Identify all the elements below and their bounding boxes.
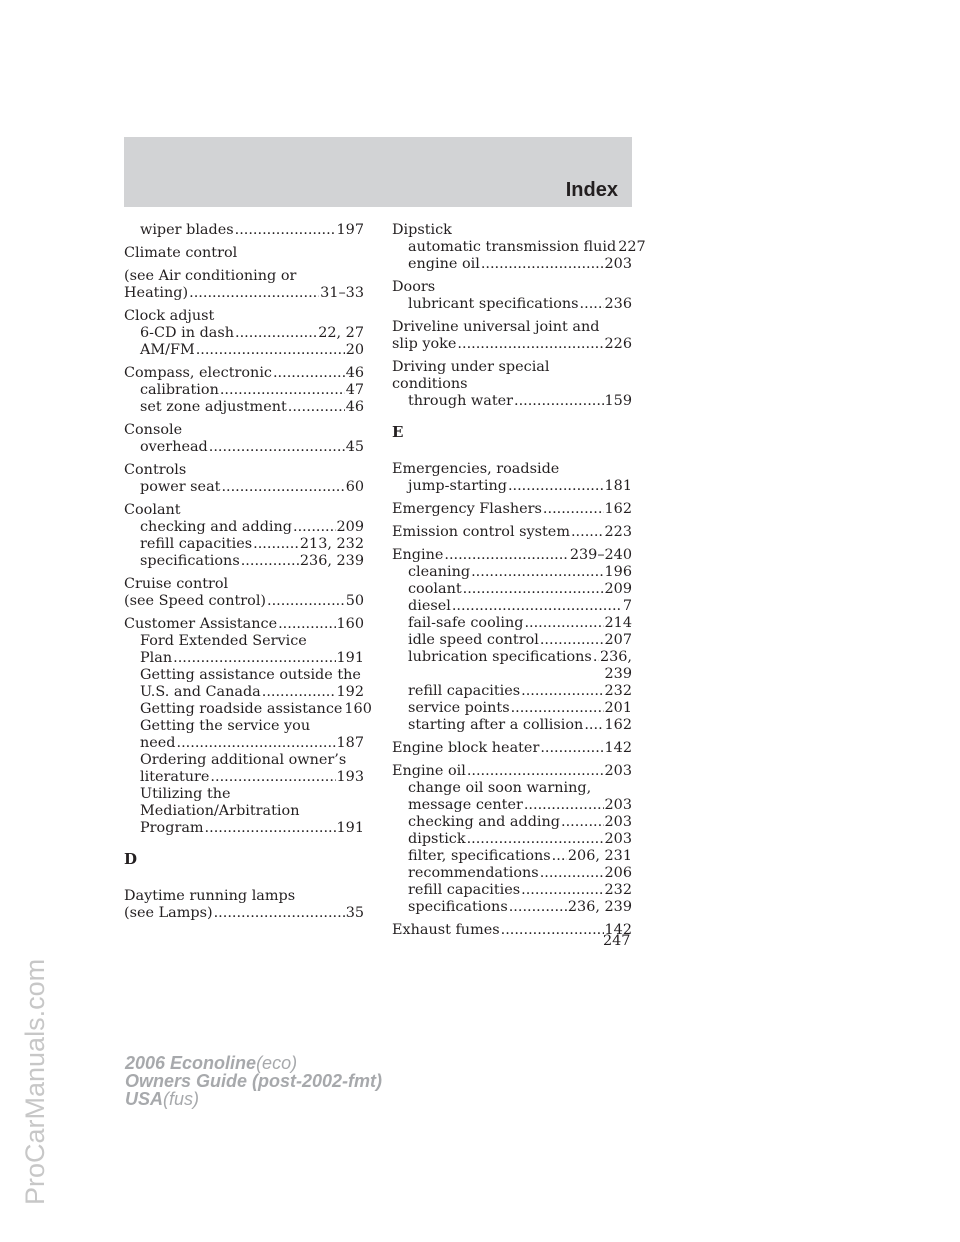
footer-guide: Owners Guide (post-2002-fmt) <box>125 1071 383 1091</box>
page-reference: 239 <box>604 666 632 682</box>
index-subentry <box>124 399 364 416</box>
index-term-text: Climate control <box>124 245 238 261</box>
footer-line-3 <box>125 1090 382 1108</box>
index-term <box>392 666 632 683</box>
dot-leader <box>205 820 336 837</box>
index-entry <box>392 461 632 495</box>
dot-leader <box>467 763 604 780</box>
page-reference: 203 <box>604 256 632 272</box>
index-subentry <box>392 848 632 865</box>
index-term-text: cleaning <box>408 564 471 580</box>
index-term <box>392 359 632 376</box>
index-term-text: through water <box>408 393 513 409</box>
index-term <box>124 576 364 593</box>
index-subentry <box>392 683 632 700</box>
index-term-text: message center <box>408 797 523 813</box>
footer-line-2 <box>125 1072 382 1090</box>
dot-leader <box>524 797 604 814</box>
index-term-text: lubricant specifications <box>408 296 579 312</box>
index-term-text: literature <box>140 769 210 785</box>
index-subentry <box>124 382 364 399</box>
dot-leader <box>508 478 604 495</box>
index-term-text: checking and adding <box>140 519 293 535</box>
dot-leader <box>221 479 344 496</box>
index-term-text: change oil soon warning, <box>408 780 592 796</box>
index-subentry <box>392 393 632 410</box>
index-term <box>392 922 632 939</box>
page-reference: 209 <box>604 581 632 597</box>
index-term-text: slip yoke <box>392 336 457 352</box>
index-term-text: starting after a collision <box>408 717 584 733</box>
index-subentry <box>124 820 364 837</box>
dot-leader <box>467 831 604 848</box>
dot-leader <box>509 899 567 916</box>
dot-leader <box>521 882 603 899</box>
index-term <box>392 376 632 393</box>
index-term-text: power seat <box>140 479 221 495</box>
index-entry <box>124 365 364 416</box>
page-reference: 197 <box>336 222 364 238</box>
index-term-text: lubrication specifications <box>408 649 592 665</box>
dot-leader <box>514 393 604 410</box>
index-term-text: set zone adjustment <box>140 399 287 415</box>
index-subentry <box>392 256 632 273</box>
index-term-text: Ordering additional owner’s <box>140 752 347 768</box>
dot-leader <box>253 536 299 553</box>
index-subentry <box>392 814 632 831</box>
footer-model-code: (eco) <box>256 1053 298 1073</box>
page-reference: 226 <box>604 336 632 352</box>
index-subentry <box>124 752 364 769</box>
page-reference: 35 <box>345 905 364 921</box>
index-term-text: refill capacities <box>140 536 253 552</box>
dot-leader <box>540 865 604 882</box>
page-reference: 236, 239 <box>299 553 364 569</box>
index-term-text: AM/FM <box>140 342 195 358</box>
index-term <box>392 501 632 518</box>
index-term-text: specifications <box>140 553 240 569</box>
index-term <box>124 365 364 382</box>
page-reference: 31–33 <box>320 285 364 301</box>
page-reference: 45 <box>345 439 364 455</box>
index-term-text: Emergencies, roadside <box>392 461 560 477</box>
index-term-text: overhead <box>140 439 208 455</box>
index-term-text: dipstick <box>408 831 466 847</box>
index-subentry <box>124 519 364 536</box>
index-letter-heading: E <box>392 423 404 441</box>
index-subentry <box>124 769 364 786</box>
index-term-text: recommendations <box>408 865 539 881</box>
dot-leader <box>524 615 603 632</box>
index-subentry <box>124 667 364 684</box>
index-entry <box>124 502 364 570</box>
index-subentry <box>392 564 632 581</box>
index-subentry <box>124 479 364 496</box>
index-column-left <box>124 222 372 928</box>
index-term-text: Exhaust fumes <box>392 922 500 938</box>
index-term-text: 6-CD in dash <box>140 325 235 341</box>
dot-leader <box>293 519 336 536</box>
index-entry <box>124 616 372 837</box>
index-term-text: Driveline universal joint and <box>392 319 600 335</box>
index-entry <box>124 422 364 456</box>
dot-leader <box>543 501 604 518</box>
dot-leader <box>463 581 604 598</box>
page-reference: 192 <box>336 684 364 700</box>
watermark <box>14 300 54 1220</box>
index-term <box>124 462 364 479</box>
index-term-text: idle speed control <box>408 632 539 648</box>
index-subentry <box>392 797 632 814</box>
index-term-text: Getting the service you <box>140 718 311 734</box>
page-reference: 227 <box>618 239 646 255</box>
index-term-text: fail-safe cooling <box>408 615 524 631</box>
index-entry <box>124 222 364 239</box>
index-term-text: Emission control system <box>392 524 570 540</box>
dot-leader <box>214 905 345 922</box>
page-reference: 203 <box>604 797 632 813</box>
index-term-text: calibration <box>140 382 219 398</box>
index-subentry <box>392 581 632 598</box>
index-entry <box>392 922 632 939</box>
dot-leader <box>457 336 603 353</box>
index-term <box>392 763 632 780</box>
index-term-text: Engine oil <box>392 763 466 779</box>
page-reference: 203 <box>604 831 632 847</box>
page-reference: 46 <box>345 365 364 381</box>
index-term <box>392 740 632 757</box>
index-term <box>124 593 364 610</box>
dot-leader <box>196 342 345 359</box>
dot-leader <box>262 684 336 701</box>
index-subentry <box>392 296 632 313</box>
page-reference: 239–240 <box>569 547 632 563</box>
footer-model: 2006 Econoline <box>125 1053 257 1073</box>
dot-leader <box>501 922 604 939</box>
page-reference: 203 <box>604 763 632 779</box>
page-reference: 191 <box>336 650 364 666</box>
page-reference: 236, <box>599 649 632 665</box>
index-subentry <box>124 536 364 553</box>
index-term <box>124 245 364 262</box>
index-entry <box>124 268 364 302</box>
index-term-text: Cruise control <box>124 576 229 592</box>
index-subentry <box>124 735 364 752</box>
index-subentry <box>124 684 364 701</box>
page-reference: 196 <box>604 564 632 580</box>
page-reference: 22, 27 <box>318 325 364 341</box>
index-term <box>124 888 364 905</box>
index-term <box>392 222 632 239</box>
index-entry <box>392 547 632 734</box>
index-term <box>392 319 632 336</box>
page-reference: 162 <box>604 717 632 733</box>
index-subentry <box>392 478 632 495</box>
dot-leader <box>511 700 604 717</box>
page-reference: 236 <box>604 296 632 312</box>
index-term-text: Emergency Flashers <box>392 501 542 517</box>
index-subentry <box>124 650 364 667</box>
dot-leader <box>209 439 345 456</box>
index-subentry <box>392 899 632 916</box>
dot-leader <box>540 740 603 757</box>
dot-leader <box>210 769 335 786</box>
index-term-text: Coolant <box>124 502 181 518</box>
index-term-text: Heating) <box>124 285 189 301</box>
index-term-text: U.S. and Canada <box>140 684 261 700</box>
index-term-text: Getting assistance outside the <box>140 667 361 683</box>
dot-leader <box>481 256 604 273</box>
index-term-text: (see Speed control) <box>124 593 267 609</box>
page-reference: 50 <box>345 593 364 609</box>
index-term <box>392 461 632 478</box>
index-subentry <box>124 786 364 803</box>
page-reference: 209 <box>336 519 364 535</box>
index-term <box>124 268 364 285</box>
dot-leader <box>552 848 567 865</box>
index-term <box>124 285 364 302</box>
page-reference: 142 <box>604 922 632 938</box>
page-reference: 193 <box>336 769 364 785</box>
page-number: 247 <box>603 933 631 949</box>
index-term-text: automatic transmission fluid <box>408 239 617 255</box>
dot-leader <box>278 616 335 633</box>
index-subentry <box>392 615 632 632</box>
dot-leader <box>288 399 345 416</box>
index-term-text: jump-starting <box>408 478 507 494</box>
index-term-text: Getting roadside assistance <box>140 701 343 717</box>
index-column-right <box>392 222 646 945</box>
dot-leader <box>235 222 336 239</box>
index-entry <box>392 524 632 541</box>
index-term-text: Engine block heater <box>392 740 540 756</box>
page-reference: 232 <box>604 882 632 898</box>
index-entry <box>124 462 364 496</box>
page-reference: 213, 232 <box>299 536 364 552</box>
dot-leader <box>273 365 345 382</box>
index-term-text: service points <box>408 700 510 716</box>
index-subentry <box>392 717 632 734</box>
page-reference: 206, 231 <box>567 848 632 864</box>
dot-leader <box>580 296 604 313</box>
dot-leader <box>267 593 345 610</box>
dot-leader <box>173 650 335 667</box>
index-term-text: Dipstick <box>392 222 452 238</box>
page-reference: 162 <box>604 501 632 517</box>
dot-leader <box>540 632 604 649</box>
page-reference: 206 <box>604 865 632 881</box>
page-reference: 191 <box>336 820 364 836</box>
index-term-text: refill capacities <box>408 683 521 699</box>
index-entry <box>124 308 364 359</box>
page-reference: 187 <box>336 735 364 751</box>
index-subentry <box>392 831 632 848</box>
index-term <box>124 502 364 519</box>
index-subentry <box>124 342 364 359</box>
index-term-text: Utilizing the <box>140 786 231 802</box>
index-entry <box>392 740 632 757</box>
index-term-text: Controls <box>124 462 187 478</box>
index-subentry <box>392 780 632 797</box>
page-reference: 160 <box>344 701 372 717</box>
dot-leader <box>241 553 299 570</box>
index-entry <box>392 279 632 313</box>
index-subentry <box>392 700 632 717</box>
index-term-text: filter, specifications <box>408 848 551 864</box>
footer-line-1 <box>125 1054 382 1072</box>
index-term-text: refill capacities <box>408 882 521 898</box>
index-term-text: Compass, electronic <box>124 365 272 381</box>
index-term-text: Engine <box>392 547 444 563</box>
index-term-text: Mediation/Arbitration <box>140 803 300 819</box>
index-entry <box>124 245 364 262</box>
page-reference: 159 <box>604 393 632 409</box>
index-term <box>124 616 364 633</box>
page-reference: 181 <box>604 478 632 494</box>
index-term-text: coolant <box>408 581 462 597</box>
index-subentry <box>392 598 632 615</box>
dot-leader <box>584 717 603 734</box>
index-subentry <box>392 239 646 256</box>
index-term-text: Program <box>140 820 204 836</box>
index-term <box>124 905 364 922</box>
index-term <box>392 547 632 564</box>
index-entry <box>392 359 632 410</box>
index-term-text: (see Air conditioning or <box>124 268 297 284</box>
index-entry <box>124 888 364 922</box>
dot-leader <box>561 814 604 831</box>
footer-market-code: (fus) <box>163 1089 200 1109</box>
index-term-text: Console <box>124 422 183 438</box>
index-term-text: conditions <box>392 376 468 392</box>
dot-leader <box>444 547 568 564</box>
index-term <box>124 308 364 325</box>
index-subentry <box>392 882 632 899</box>
index-letter-heading: D <box>124 850 138 868</box>
dot-leader <box>235 325 317 342</box>
index-term <box>392 279 632 296</box>
index-term-text: Customer Assistance <box>124 616 278 632</box>
section-header-bar <box>124 137 632 207</box>
index-subentry <box>392 632 632 649</box>
dot-leader <box>189 285 319 302</box>
index-subentry <box>124 325 364 342</box>
index-term-text: Ford Extended Service <box>140 633 307 649</box>
dot-leader <box>593 649 599 666</box>
index-subentry <box>124 718 364 735</box>
index-term <box>392 524 632 541</box>
index-term-text: (see Lamps) <box>124 905 213 921</box>
index-term-text: diesel <box>408 598 451 614</box>
section-title: Index <box>565 179 618 201</box>
index-entry <box>392 222 646 273</box>
index-subentry <box>392 865 632 882</box>
index-subentry <box>124 439 364 456</box>
page-reference: 47 <box>345 382 364 398</box>
index-term-text: checking and adding <box>408 814 561 830</box>
document-footer <box>125 1054 382 1108</box>
index-term-text: engine oil <box>408 256 480 272</box>
index-subentry <box>124 553 364 570</box>
index-term-text: Daytime running lamps <box>124 888 296 904</box>
index-term-text: wiper blades <box>140 222 234 238</box>
page-reference: 232 <box>604 683 632 699</box>
index-subentry <box>124 701 372 718</box>
index-subentry <box>392 649 632 666</box>
index-term-text: need <box>140 735 176 751</box>
dot-leader <box>220 382 345 399</box>
page-reference: 236, 239 <box>567 899 632 915</box>
index-term-text: Plan <box>140 650 173 666</box>
index-term-text: specifications <box>408 899 508 915</box>
page-reference: 7 <box>622 598 632 614</box>
page-reference: 20 <box>345 342 364 358</box>
page-reference: 201 <box>604 700 632 716</box>
watermark-text: ProCarManuals.com <box>20 958 50 1205</box>
page-reference: 142 <box>604 740 632 756</box>
index-entry <box>392 501 632 518</box>
page-reference: 203 <box>604 814 632 830</box>
dot-leader <box>521 683 603 700</box>
page-reference: 46 <box>345 399 364 415</box>
dot-leader <box>571 524 604 541</box>
footer-market: USA <box>125 1089 164 1109</box>
dot-leader <box>471 564 603 581</box>
index-entry <box>124 576 364 610</box>
page-reference: 160 <box>336 616 364 632</box>
index-subentry <box>124 222 364 239</box>
page-reference: 223 <box>604 524 632 540</box>
index-term-text: Driving under special <box>392 359 550 375</box>
index-term <box>392 336 632 353</box>
index-entry <box>392 319 632 353</box>
index-term <box>124 422 364 439</box>
index-subentry <box>124 633 364 650</box>
index-term-text: Clock adjust <box>124 308 215 324</box>
page-reference: 214 <box>604 615 632 631</box>
dot-leader <box>177 735 336 752</box>
index-entry <box>392 763 632 916</box>
dot-leader <box>452 598 622 615</box>
page-reference: 60 <box>345 479 364 495</box>
index-term-text: Doors <box>392 279 436 295</box>
index-subentry <box>124 803 364 820</box>
page-reference: 207 <box>604 632 632 648</box>
